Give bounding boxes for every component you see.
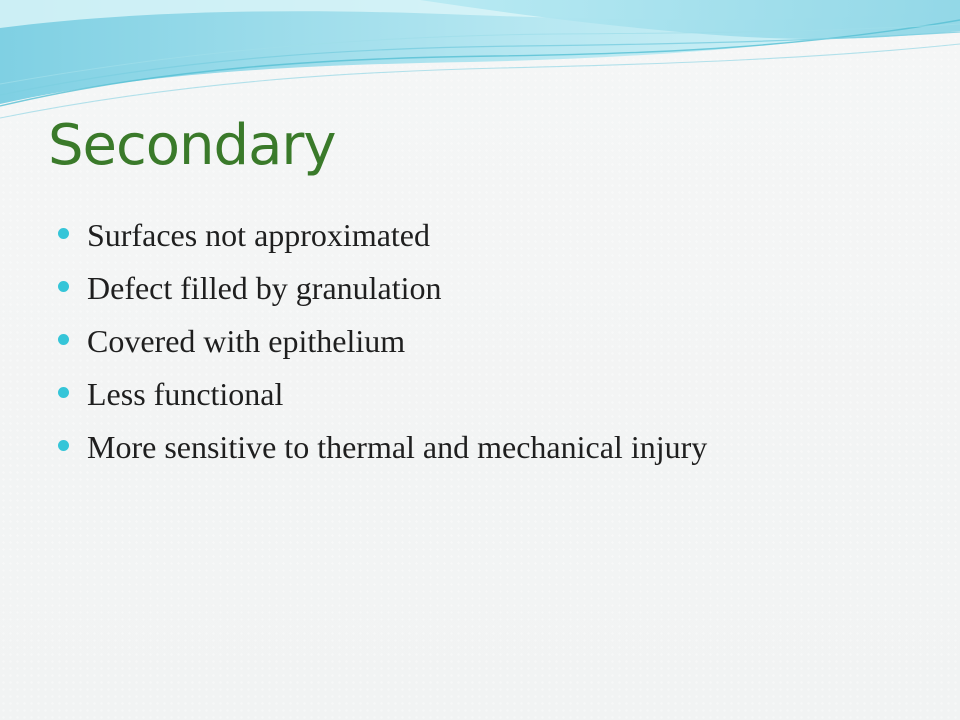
bullet-text: More sensitive to thermal and mechanical injury: [87, 428, 708, 465]
bullet-list: [58, 208, 707, 473]
slide-title: Secondary: [48, 113, 336, 178]
wave-header-decoration: [0, 0, 960, 120]
bullet-item: [58, 314, 707, 367]
bullet-text: Less functional: [87, 375, 284, 412]
bullet-dot-icon: [58, 440, 69, 451]
bullet-item: [58, 208, 707, 261]
bullet-text: Surfaces not approximated: [87, 216, 430, 253]
bullet-item: [58, 367, 707, 420]
bullet-dot-icon: [58, 281, 69, 292]
bullet-item: [58, 420, 707, 473]
bullet-item: [58, 261, 707, 314]
bullet-text: Covered with epithelium: [87, 322, 406, 359]
bullet-dot-icon: [58, 228, 69, 239]
bullet-text: Defect filled by granulation: [87, 269, 442, 306]
bullet-dot-icon: [58, 334, 69, 345]
bullet-dot-icon: [58, 387, 69, 398]
